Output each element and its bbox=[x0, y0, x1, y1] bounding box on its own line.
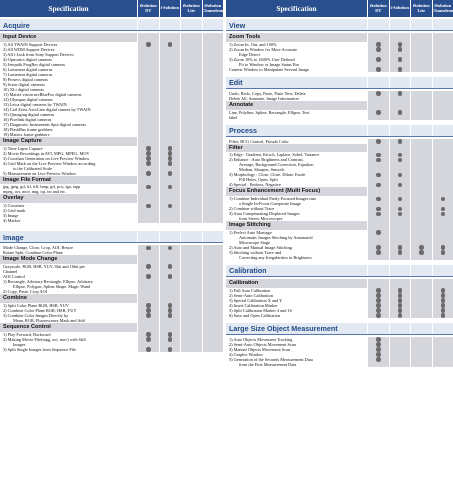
subsection-title: Overlay bbox=[0, 194, 137, 203]
availability-dot bbox=[376, 91, 381, 96]
list-item-continued: Microscope Stage bbox=[239, 239, 270, 245]
feature-row bbox=[0, 161, 223, 171]
availability-dot bbox=[168, 42, 173, 47]
feature-text: label bbox=[229, 114, 238, 120]
list-item: 1) Full Auto Calibration bbox=[229, 287, 271, 293]
list-item: 5) Split Calibration Marker 4 and 16 bbox=[229, 307, 292, 313]
availability-dot bbox=[168, 274, 173, 279]
list-item: 2) Semi-Auto Calibration bbox=[229, 292, 273, 298]
subsection-filter bbox=[226, 144, 453, 153]
section-title: Calibration bbox=[229, 266, 267, 276]
availability-dot bbox=[168, 161, 173, 166]
feature-row bbox=[0, 337, 223, 347]
availability-dot bbox=[376, 67, 381, 72]
subsection-calibration bbox=[226, 279, 453, 288]
availability-dot bbox=[168, 313, 173, 318]
list-item: 2) Movie Recordings in AVI, MPG, MPEG, MOV bbox=[3, 150, 90, 156]
availability-dot bbox=[146, 347, 151, 352]
list-item: 5) Jenoptik ProgRes digital cameras bbox=[3, 61, 66, 67]
section-process bbox=[226, 125, 453, 137]
feature-row bbox=[226, 110, 453, 120]
subsection-image-capture bbox=[0, 137, 223, 146]
list-item-continued: Fit to Window or Image Status Bar bbox=[239, 61, 300, 67]
list-item: 2) Semi-Auto Objects Movement Scan bbox=[229, 341, 296, 347]
subsection-title: Image File Format bbox=[0, 176, 137, 185]
header-isolution-chameleon: iSolution Chameleon bbox=[202, 0, 224, 17]
left-column bbox=[0, 0, 223, 500]
feature-row bbox=[0, 264, 223, 274]
list-item: 18) FlashBus frame grabbers bbox=[3, 126, 53, 132]
feature-row bbox=[226, 313, 453, 318]
feature-row bbox=[0, 184, 223, 194]
list-item-continued: Correcting any Irregularities in Brightness bbox=[239, 254, 312, 260]
availability-dot bbox=[376, 212, 381, 217]
subsection-title: Filter bbox=[226, 144, 367, 153]
list-item-continued: Average, Background Correction, Equalize, bbox=[239, 162, 315, 168]
feature-row bbox=[226, 91, 453, 101]
feature-text: Line, Polyline, Spline, Rectangle, Ellipse, Text bbox=[229, 109, 310, 115]
feature-row bbox=[0, 274, 223, 294]
list-item: Context Window to Manipulate Several Image bbox=[229, 66, 310, 72]
availability-dot bbox=[398, 47, 403, 52]
list-item: 3) Morphology : Close, Close, Dilate, Erode bbox=[229, 172, 306, 178]
feature-row bbox=[226, 357, 453, 367]
availability-dot bbox=[376, 197, 381, 202]
list-item-continued: from Stereo Microscopes bbox=[239, 216, 283, 222]
feature-text: Channel bbox=[3, 268, 18, 274]
feature-row bbox=[226, 57, 453, 67]
list-item: 4) Graphic Window bbox=[229, 351, 264, 357]
subsection-title: Sequence Control bbox=[0, 323, 137, 332]
list-item: 16) Pixelink digital cameras bbox=[3, 116, 52, 122]
list-item: 3) Combine Color Images Directly by bbox=[3, 312, 69, 318]
list-item: 1) Time Lapse Capture bbox=[3, 145, 43, 151]
list-item: 4) Marker bbox=[3, 218, 21, 224]
list-item: 1) Edge : Gradient, Kirsch, Laplace, Sobel, Variance bbox=[229, 152, 320, 158]
list-item: 4) Special : Emboss, Negative bbox=[229, 182, 281, 188]
section-edit bbox=[226, 77, 453, 89]
availability-dot bbox=[398, 158, 403, 163]
list-item: 1) Play Forward, Backward bbox=[3, 331, 51, 337]
list-item: 14) Carl Zeiss AxioCam digital camera by TWAIN bbox=[3, 106, 91, 112]
list-item: 10) XLi digital cameras bbox=[3, 86, 44, 92]
availability-dot bbox=[398, 197, 403, 202]
section-large-size-object-measurement bbox=[226, 323, 453, 335]
availability-dot bbox=[376, 230, 381, 235]
list-item: 1) Zoom In, Out, and 100% bbox=[229, 41, 277, 47]
list-item: 13) Leica digital cameras by TWAIN bbox=[3, 101, 67, 107]
availability-dot bbox=[398, 250, 403, 255]
list-item-continued: Median, Sharpen, Smooth bbox=[239, 167, 284, 173]
right-column bbox=[226, 0, 453, 500]
availability-dot bbox=[376, 173, 381, 178]
section-title: View bbox=[229, 20, 246, 30]
subsection-overlay bbox=[0, 194, 223, 203]
list-item: 1) Auto Objects Movement Tracking bbox=[229, 336, 293, 342]
table-header bbox=[226, 0, 453, 17]
availability-dot bbox=[398, 67, 403, 72]
availability-dot bbox=[441, 250, 446, 255]
list-item: 2) Zoom In Window for More Accurate bbox=[229, 46, 298, 52]
section-title: Process bbox=[229, 126, 257, 136]
list-item: 8) Prosecs digital cameras bbox=[3, 76, 48, 82]
list-item: 2) Making Movie File(mpg, avi, mov) with Still bbox=[3, 336, 86, 342]
availability-dot bbox=[398, 313, 403, 318]
feature-text: Mode Change, Close, Crop, AOI, Resize bbox=[3, 245, 74, 251]
list-item: 1) Combine Individual Partly Focused Images into bbox=[229, 196, 317, 202]
section-title: Large Size Object Measurement bbox=[229, 324, 338, 334]
feature-row bbox=[226, 47, 453, 57]
availability-dot bbox=[168, 204, 173, 209]
list-item: 3) All i-Link from Sony Support Devices bbox=[3, 51, 74, 57]
list-item-continued: from the First Measurement Data bbox=[239, 361, 297, 367]
feature-row bbox=[0, 203, 223, 223]
list-item: 2) Combine Color Plane RGB, HSB, YUV bbox=[3, 307, 77, 313]
list-item-continued: a Single In-Focus Composite Image bbox=[239, 201, 301, 207]
list-item: 1) Perfect Auto Montage bbox=[229, 229, 272, 235]
list-item: 2) Combine without Trace bbox=[229, 206, 275, 212]
availability-dot bbox=[441, 197, 446, 202]
format-list: jpg, jpeg, gif, tif, tiff, bmp, gif, pcx, tga, iapp bbox=[3, 184, 81, 190]
list-item: 2) Enhance : Auto Brightness and Contrast, bbox=[229, 157, 304, 163]
feature-text: Rotate Split, Combine Color Plane bbox=[3, 250, 63, 256]
subsection-image-mode-change bbox=[0, 255, 223, 264]
section-image bbox=[0, 231, 223, 243]
availability-dot bbox=[376, 250, 381, 255]
section-view bbox=[226, 19, 453, 31]
availability-dot bbox=[146, 337, 151, 342]
feature-row bbox=[226, 172, 453, 182]
list-item: 2) Grid mark bbox=[3, 208, 26, 214]
availability-dot bbox=[398, 212, 403, 217]
feature-row bbox=[0, 347, 223, 352]
header-isolution-lite: iSolution Lite bbox=[410, 0, 432, 17]
feature-row bbox=[0, 245, 223, 255]
list-item-continued: to the Calibrated Scale bbox=[13, 165, 53, 171]
availability-dot bbox=[168, 337, 173, 342]
list-item: 2) All WDM Support Devices bbox=[3, 46, 55, 52]
availability-dot bbox=[398, 57, 403, 62]
list-item: 3) Special Calibration X and Y bbox=[229, 297, 283, 303]
header-i-solution: i-Solution bbox=[159, 0, 181, 17]
list-item-continued: Automatic Images Stitching by Automated bbox=[239, 234, 313, 240]
list-item: 15) Qimaging digital cameras bbox=[3, 111, 55, 117]
subsection-title: Image Capture bbox=[0, 137, 137, 146]
list-item: 3) Auto Compensating Displaced Images bbox=[229, 211, 300, 217]
subsection-zoom-tools bbox=[226, 33, 453, 42]
feature-row bbox=[226, 196, 453, 206]
subsection-title: Combine bbox=[0, 294, 137, 303]
subsection-title: Image Mode Change bbox=[0, 255, 137, 264]
list-item: 2) Auto and Manual Image Stitching bbox=[229, 244, 292, 250]
section-title: Image bbox=[3, 232, 24, 242]
list-item: 6) Save and Open Calibration bbox=[229, 312, 281, 318]
feature-text: Delete All, Annotate, Image Information bbox=[229, 95, 299, 101]
input-device-list bbox=[0, 42, 137, 137]
header-isolution-dt: iSolution DT bbox=[367, 0, 389, 17]
feature-row bbox=[226, 250, 453, 260]
header-isolution-dt: iSolution DT bbox=[137, 0, 159, 17]
subsection-focus-enhancement bbox=[226, 187, 453, 196]
list-item: 6) Lumenera digital cameras bbox=[3, 66, 53, 72]
list-item: 9) Scion digital cameras bbox=[3, 81, 45, 87]
feature-row bbox=[226, 67, 453, 72]
availability-dot bbox=[398, 91, 403, 96]
list-item: 3) Stitching without Trace and bbox=[229, 249, 282, 255]
availability-dot bbox=[146, 204, 151, 209]
list-item: 4) Grid Mark on the Live Preview Window according bbox=[3, 160, 96, 166]
availability-dot bbox=[146, 42, 151, 47]
list-item: 3) Manual Objects Movement Scan bbox=[229, 346, 291, 352]
list-item: 1) Rectangle, Arbitrary Rectangle, Ellipse, Arbitrary bbox=[3, 278, 93, 284]
feature-row bbox=[0, 313, 223, 323]
availability-dot bbox=[419, 250, 424, 255]
list-item: 4) Insert Calibration Marker bbox=[229, 302, 278, 308]
list-item: 12) Olympus digital cameras bbox=[3, 96, 53, 102]
list-item: 11) Matrix vision mvBlueFox digital cameras bbox=[3, 91, 82, 97]
feature-text: Grayscale, RGB, HSB, YUV, 8bit and 16bit per bbox=[3, 263, 85, 269]
list-item-continued: Fill Holes, Open, Split bbox=[239, 177, 278, 183]
list-item: 3) Crosshair Generation on Live Preview Window bbox=[3, 155, 90, 161]
availability-dot bbox=[146, 161, 151, 166]
subsection-title: Zoom Tools bbox=[226, 33, 367, 42]
availability-dot bbox=[146, 274, 151, 279]
availability-dot bbox=[146, 246, 151, 251]
availability-dot bbox=[146, 185, 151, 190]
list-item: 3) Zoom 10% to 1600% User Defined bbox=[229, 56, 295, 62]
list-item: 1) All TWAIN Support Devices bbox=[3, 41, 58, 47]
feature-row bbox=[226, 211, 453, 221]
feature-row bbox=[226, 230, 453, 245]
list-item-continued: Edge Detect bbox=[239, 51, 261, 57]
availability-dot bbox=[168, 185, 173, 190]
subsection-title: Annotate bbox=[226, 101, 367, 110]
availability-dot bbox=[376, 357, 381, 362]
list-item: 1) Crosshair bbox=[3, 203, 25, 209]
subsection-input-device bbox=[0, 33, 223, 42]
format-list: mpeg, avi, mov, img, iqt, txt and etc. bbox=[3, 189, 67, 195]
availability-dot bbox=[376, 57, 381, 62]
section-title: Edit bbox=[229, 78, 243, 88]
section-title: Acquire bbox=[3, 20, 30, 30]
subsection-combine bbox=[0, 294, 223, 303]
availability-dot bbox=[376, 313, 381, 318]
availability-dot bbox=[376, 110, 381, 115]
availability-dot bbox=[376, 47, 381, 52]
feature-text: Undo, Redo, Copy, Paste, Paste New, Delete bbox=[229, 90, 306, 96]
availability-dot bbox=[146, 313, 151, 318]
availability-dot bbox=[168, 246, 173, 251]
header-i-solution: i-Solution bbox=[389, 0, 411, 17]
header-isolution-lite: iSolution Lite bbox=[180, 0, 202, 17]
availability-dot bbox=[168, 264, 173, 269]
section-calibration bbox=[226, 265, 453, 277]
list-item: 19) Matrox frame grabbers bbox=[3, 131, 50, 137]
availability-dot bbox=[441, 212, 446, 217]
list-item: 4) Optronics digital cameras bbox=[3, 56, 52, 62]
availability-dot bbox=[398, 173, 403, 178]
subsection-title: Focus Enhancement (Multi Focus) bbox=[226, 187, 367, 196]
table-header bbox=[0, 0, 223, 17]
feature-row bbox=[226, 157, 453, 172]
list-item: 5) Measurement on Live Preview Window bbox=[3, 170, 77, 176]
subsection-image-stitching bbox=[226, 221, 453, 230]
availability-dot bbox=[398, 110, 403, 115]
availability-dot bbox=[168, 347, 173, 352]
subsection-title: Input Device bbox=[0, 33, 137, 42]
header-specification: Specification bbox=[276, 4, 317, 13]
section-acquire bbox=[0, 19, 223, 31]
header-specification: Specification bbox=[48, 4, 89, 13]
list-item: 7) Lumenera digital cameras bbox=[3, 71, 53, 77]
feature-row bbox=[0, 42, 223, 137]
list-item: 3) Split Single Images from Sequence File bbox=[3, 346, 77, 352]
subsection-title: Image Stitching bbox=[226, 221, 367, 230]
subsection-image-file-format bbox=[0, 176, 223, 185]
feature-text: AOI Control bbox=[3, 273, 25, 279]
list-item: 5) Generation of the Seconds Measurement Data bbox=[229, 356, 313, 362]
list-item: 3) Image bbox=[3, 213, 19, 219]
availability-dot bbox=[441, 313, 446, 318]
subsection-annotate bbox=[226, 101, 453, 110]
list-item-continued: Images bbox=[13, 341, 26, 347]
availability-dot bbox=[146, 264, 151, 269]
subsection-title: Calibration bbox=[226, 279, 367, 288]
availability-dot bbox=[376, 158, 381, 163]
list-item: 1) Split Color Plane RGB, HSB, YUV bbox=[3, 302, 69, 308]
header-isolution-chameleon: iSolution Chameleon bbox=[432, 0, 453, 17]
list-item: 17) Diagnostic Instruments Spot digital cameras bbox=[3, 121, 86, 127]
list-item-continued: Ellipse, Polygon, Spline Shape, Magic Wand bbox=[13, 283, 91, 289]
list-item-continued: Mean, RGB, Fluorescence Mask and Add bbox=[13, 317, 85, 323]
feature-text: Filter, BCG Control, Pseudo Color bbox=[229, 138, 289, 144]
list-item: 2) Copy, Paste, Crop AOI bbox=[3, 288, 48, 294]
subsection-sequence-control bbox=[0, 323, 223, 332]
